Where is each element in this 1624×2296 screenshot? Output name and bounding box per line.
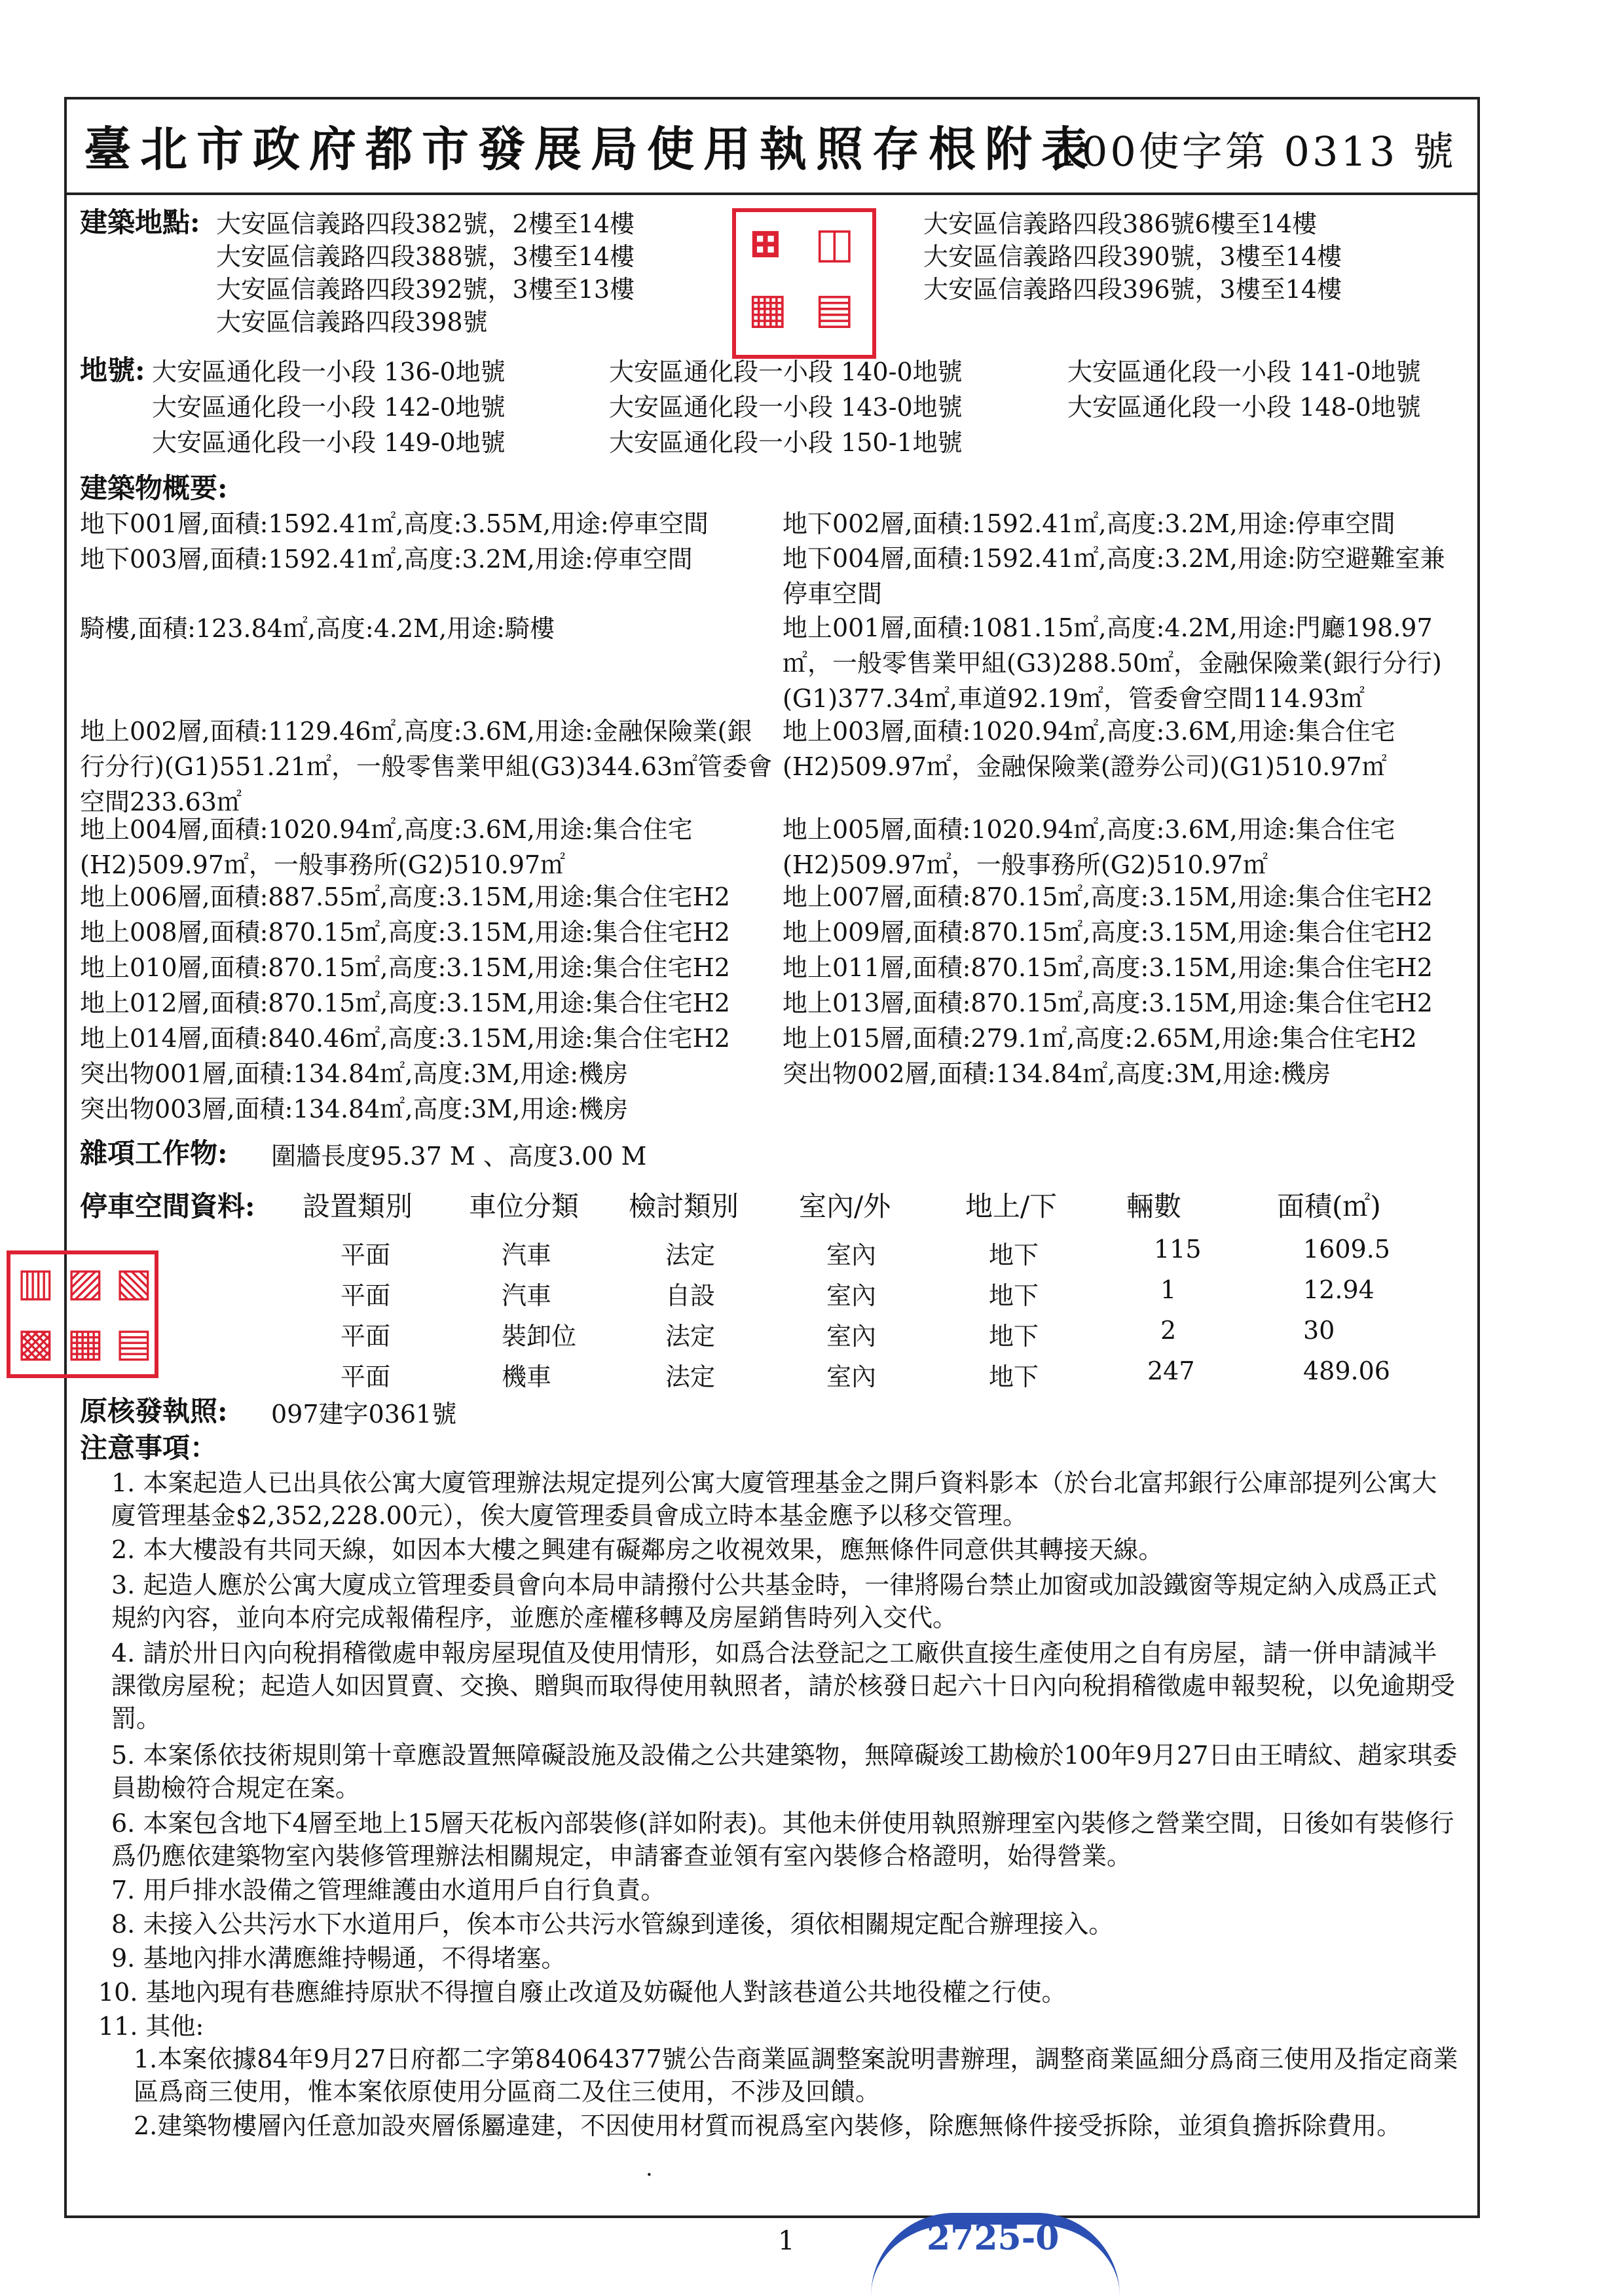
parking-cell: 汽車 <box>502 1241 552 1269</box>
parking-cell: 489.06 <box>1303 1357 1390 1385</box>
lot-number: 大安區通化段一小段 148-0地號 <box>1067 393 1421 422</box>
lot-number: 大安區通化段一小段 143-0地號 <box>609 393 963 422</box>
title-bar <box>64 97 1480 195</box>
parking-cell: 法定 <box>665 1362 716 1391</box>
permit-number: 100使字第 0313 號 <box>1053 128 1456 175</box>
site-address: 大安區信義路四段382號，2樓至14樓 <box>216 210 635 238</box>
parking-label: 停車空間資料: <box>80 1190 255 1222</box>
parking-header: 檢討類別 <box>629 1190 739 1222</box>
floor-entry: 地上010層,面積:870.15㎡,高度:3.15M,用途:集合住宅H2 <box>80 953 730 982</box>
parking-header: 地上/下 <box>965 1190 1058 1222</box>
note-item: 4. 請於卅日內向稅捐稽徵處申報房屋現值及使用情形，如爲合法登記之工廠供直接生產使用之自有房屋，請一併申請減半課徵房屋稅；起造人如因買賣、交換、贈與而取得使用執照者，請於核發日起六十日內向稅捐稽徵處申報契稅，以免逾期受罰。 <box>111 1639 1456 1733</box>
parking-cell: 平面 <box>341 1241 391 1269</box>
parking-cell: 2 <box>1160 1316 1177 1345</box>
site-address: 大安區信義路四段388號，3樓至14樓 <box>216 242 635 271</box>
floor-entry: 地上006層,面積:887.55㎡,高度:3.15M,用途:集合住宅H2 <box>80 883 730 911</box>
parking-cell: 30 <box>1303 1316 1335 1345</box>
floor-entry: 地上014層,面積:840.46㎡,高度:3.15M,用途:集合住宅H2 <box>80 1024 730 1053</box>
floor-entry: 地下001層,面積:1592.41㎡,高度:3.55M,用途:停車空間 <box>80 509 709 538</box>
note-sub-item: 1.本案依據84年9月27日府都二字第84064377號公告商業區調整案說明書辦理，調整商業區細分爲商三使用及指定商業區爲商三使用，惟本案依原使用分區商二及住三使用，不涉及回饋。 <box>134 2045 1458 2106</box>
parking-header: 室內/外 <box>799 1190 891 1222</box>
page-title: 臺北市政府都市發展局使用執照存根附表 <box>84 121 1098 177</box>
parking-header: 車位分類 <box>469 1190 580 1222</box>
note-item: 3. 起造人應於公寓大廈成立管理委員會向本局申請撥付公共基金時，一律將陽台禁止加窗或加設鐵窗等規定納入成爲正式規約內容，並向本府完成報備程序，並應於產權移轉及房屋銷售時列入交代。 <box>111 1571 1437 1632</box>
page-number: 1 <box>778 2226 795 2256</box>
floor-entry: 地上013層,面積:870.15㎡,高度:3.15M,用途:集合住宅H2 <box>783 989 1433 1017</box>
red-approval-stamp: ▥ ▨ ▧ ▩ ▦ ▤ <box>7 1250 158 1378</box>
note-item: 1. 本案起造人已出具依公寓大廈管理辦法規定提列公寓大廈管理基金之開戶資料影本（於台北富邦銀行公庫部提列公寓大廈管理基金$2,352,228.00元），俟大廈管理委員會成立時本基金應予以移交管理。 <box>111 1468 1437 1530</box>
parking-cell: 平面 <box>341 1362 391 1391</box>
note-sub-item: 2.建築物樓層內任意加設夾層係屬違建，不因使用材質而視爲室內裝修，除應無條件接受拆除，並須負擔拆除費用。 <box>134 2111 1402 2140</box>
parking-cell: 汽車 <box>502 1281 552 1310</box>
floor-entry: 地上003層,面積:1020.94㎡,高度:3.6M,用途:集合住宅(H2)509.97㎡，金融保險業(證券公司)(G1)510.97㎡ <box>783 717 1395 781</box>
building-label: 建築物概要: <box>80 472 228 504</box>
blue-seal-stamp <box>871 2213 1120 2296</box>
floor-entry: 地上011層,面積:870.15㎡,高度:3.15M,用途:集合住宅H2 <box>783 953 1433 982</box>
parking-cell: 室內 <box>826 1281 877 1310</box>
parking-cell: 247 <box>1147 1357 1195 1385</box>
note-item: 7. 用戶排水設備之管理維護由水道用戶自行負責。 <box>111 1876 666 1904</box>
floor-entry: 突出物002層,面積:134.84㎡,高度:3M,用途:機房 <box>783 1059 1331 1088</box>
floor-entry: 地上001層,面積:1081.15㎡,高度:4.2M,用途:門廳198.97㎡，一般零售業甲組(G3)288.50㎡，金融保險業(銀行分行)(G1)377.34㎡,車道92.19㎡，管委會空間114.93㎡ <box>783 613 1442 713</box>
parking-cell: 平面 <box>341 1322 391 1351</box>
parking-cell: 室內 <box>826 1322 877 1351</box>
note-item: 5. 本案係依技術規則第十章應設置無障礙設施及設備之公共建築物，無障礙竣工勘檢於100年9月27日由王晴紋、趙家琪委員勘檢符合規定在案。 <box>111 1741 1458 1802</box>
parking-cell: 法定 <box>665 1241 716 1269</box>
parking-cell: 裝卸位 <box>502 1322 577 1351</box>
parking-header: 面積(㎡) <box>1277 1190 1381 1222</box>
parking-cell: 地下 <box>989 1241 1039 1269</box>
misc-label: 雜項工作物: <box>80 1137 228 1169</box>
lot-number: 大安區通化段一小段 142-0地號 <box>152 393 506 422</box>
floor-entry: 地上008層,面積:870.15㎡,高度:3.15M,用途:集合住宅H2 <box>80 918 730 947</box>
floor-entry: 突出物001層,面積:134.84㎡,高度:3M,用途:機房 <box>80 1059 629 1088</box>
site-address: 大安區信義路四段398號 <box>216 308 488 337</box>
parking-cell: 平面 <box>341 1281 391 1310</box>
lot-number: 大安區通化段一小段 141-0地號 <box>1067 357 1421 386</box>
site-address: 大安區信義路四段396號，3樓至14樓 <box>923 275 1342 304</box>
note-item: 11. 其他: <box>98 2012 204 2041</box>
original-permit-label: 原核發執照: <box>80 1395 228 1427</box>
floor-entry: 地上009層,面積:870.15㎡,高度:3.15M,用途:集合住宅H2 <box>783 918 1433 947</box>
note-item: 10. 基地內現有巷應維持原狀不得擅自廢止改道及妨礙他人對該巷道公共地役權之行使。 <box>98 1978 1067 2007</box>
parking-cell: 1 <box>1160 1275 1177 1304</box>
parking-cell: 115 <box>1154 1235 1202 1264</box>
floor-entry: 地下004層,面積:1592.41㎡,高度:3.2M,用途:防空避難室兼停車空間 <box>783 544 1445 608</box>
site-address: 大安區信義路四段386號6樓至14樓 <box>923 210 1318 238</box>
misc-value: 圍牆長度95.37 M 、高度3.00 M <box>271 1142 647 1171</box>
site-label: 建築地點: <box>80 206 200 238</box>
parking-cell: 機車 <box>502 1362 552 1391</box>
floor-entry: 突出物003層,面積:134.84㎡,高度:3M,用途:機房 <box>80 1095 629 1123</box>
notes-label: 注意事項： <box>80 1432 218 1464</box>
floor-entry: 地上007層,面積:870.15㎡,高度:3.15M,用途:集合住宅H2 <box>783 883 1433 911</box>
site-address: 大安區信義路四段390號，3樓至14樓 <box>923 242 1342 271</box>
floor-entry: 地上015層,面積:279.1㎡,高度:2.65M,用途:集合住宅H2 <box>783 1024 1417 1053</box>
parking-cell: 12.94 <box>1303 1275 1375 1304</box>
stray-mark: · <box>646 2162 653 2188</box>
site-address: 大安區信義路四段392號，3樓至13樓 <box>216 275 635 304</box>
floor-entry: 地上004層,面積:1020.94㎡,高度:3.6M,用途:集合住宅(H2)509.97㎡，一般事務所(G2)510.97㎡ <box>80 815 693 879</box>
parking-cell: 自設 <box>665 1281 716 1310</box>
note-item: 9. 基地內排水溝應維持暢通，不得堵塞。 <box>111 1944 566 1973</box>
lot-number: 大安區通化段一小段 149-0地號 <box>152 428 506 457</box>
floor-entry: 地上005層,面積:1020.94㎡,高度:3.6M,用途:集合住宅(H2)509.97㎡，一般事務所(G2)510.97㎡ <box>783 815 1395 879</box>
parking-cell: 室內 <box>826 1362 877 1391</box>
lot-label: 地號: <box>80 354 145 386</box>
floor-entry: 地上012層,面積:870.15㎡,高度:3.15M,用途:集合住宅H2 <box>80 989 730 1017</box>
lot-number: 大安區通化段一小段 140-0地號 <box>609 357 963 386</box>
parking-cell: 地下 <box>989 1362 1039 1391</box>
floor-entry: 地上002層,面積:1129.46㎡,高度:3.6M,用途:金融保險業(銀行分行)(G1)551.21㎡，一般零售業甲組(G3)344.63㎡管委會空間233.63㎡ <box>80 717 773 816</box>
lot-number: 大安區通化段一小段 150-1地號 <box>609 428 963 457</box>
floor-entry: 騎樓,面積:123.84㎡,高度:4.2M,用途:騎樓 <box>80 614 555 643</box>
parking-cell: 法定 <box>665 1322 716 1351</box>
note-item: 8. 未接入公共污水下水道用戶，俟本市公共污水管線到達後，須依相關規定配合辦理接入。 <box>111 1910 1114 1939</box>
parking-cell: 1609.5 <box>1303 1235 1390 1264</box>
floor-entry: 地下002層,面積:1592.41㎡,高度:3.2M,用途:停車空間 <box>783 509 1395 538</box>
parking-cell: 地下 <box>989 1281 1039 1310</box>
original-permit-value: 097建字0361號 <box>271 1400 457 1429</box>
lot-number: 大安區通化段一小段 136-0地號 <box>152 357 506 386</box>
note-item: 2. 本大樓設有共同天線，如因本大樓之興建有礙鄰房之收視效果，應無條件同意供其轉接天線。 <box>111 1535 1164 1564</box>
blue-seal-text: 2725-0 <box>927 2218 1060 2258</box>
floor-entry: 地下003層,面積:1592.41㎡,高度:3.2M,用途:停車空間 <box>80 545 693 574</box>
note-item: 6. 本案包含地下4層至地上15層天花板內部裝修(詳如附表)。其他未併使用執照辦理室內裝修之營業空間，日後如有裝修行爲仍應依建築物室內裝修管理辦法相關規定，申請審查並領有室內裝修合格證明，始得營業。 <box>111 1809 1454 1870</box>
red-seal-stamp: ⊞ ◫ ▦ ▤ <box>732 208 876 359</box>
parking-cell: 室內 <box>826 1241 877 1269</box>
parking-cell: 地下 <box>989 1322 1039 1351</box>
parking-header: 設置類別 <box>303 1190 413 1222</box>
parking-header: 輛數 <box>1126 1190 1182 1222</box>
